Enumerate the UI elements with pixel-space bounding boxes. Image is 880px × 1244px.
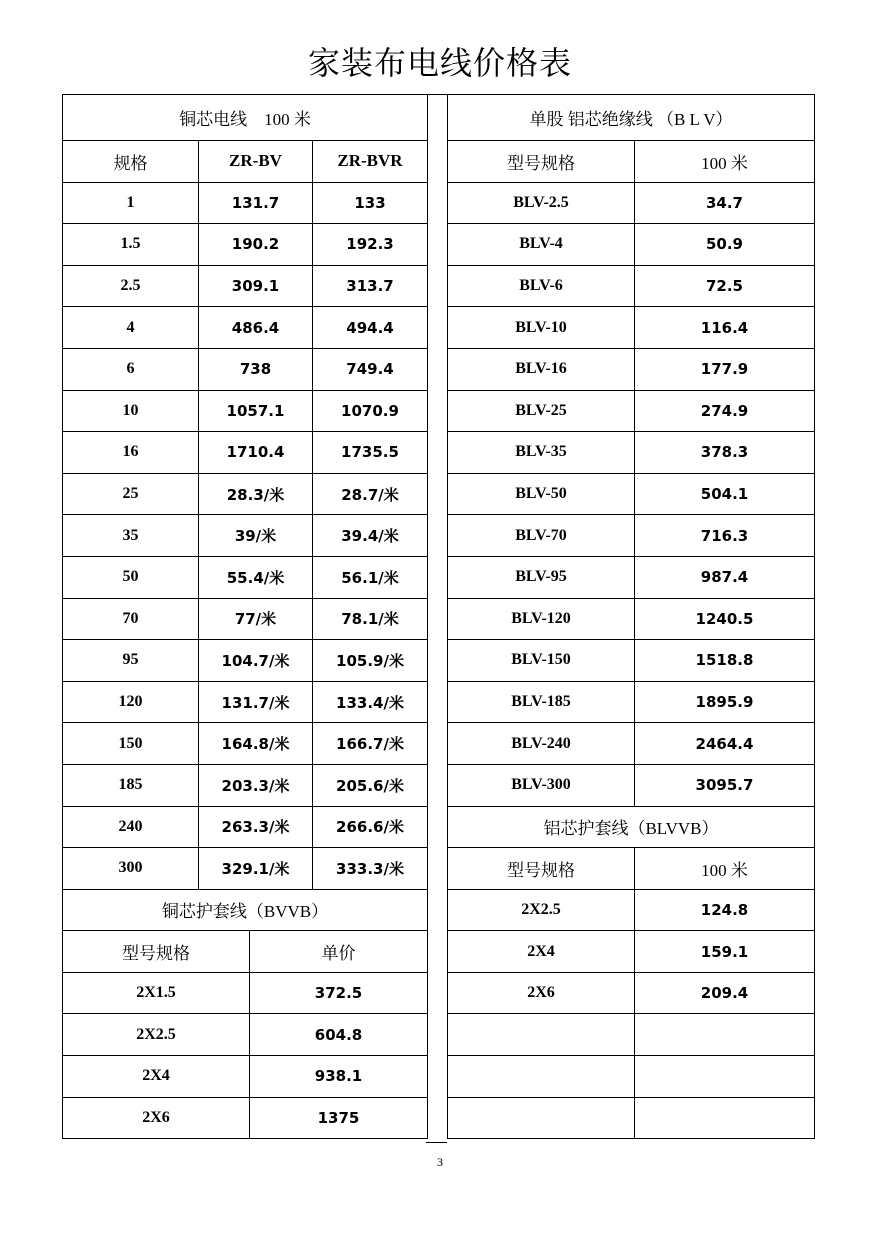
bv-price-cell: 77/米 (199, 598, 313, 640)
model-cell: BLV-300 (448, 764, 635, 806)
copper-wire-title: 铜芯电线 100 米 (63, 95, 428, 141)
spec-cell: 300 (63, 848, 199, 890)
model-cell: BLV-240 (448, 723, 635, 765)
bvr-price-cell: 333.3/米 (313, 848, 428, 890)
aluminum-sheathed-title-row (448, 806, 815, 848)
price-cell: 72.5 (635, 265, 815, 307)
bv-price-cell: 1710.4 (199, 432, 313, 474)
spec-cell: 1 (63, 182, 199, 224)
bvr-price-cell: 105.9/米 (313, 640, 428, 682)
spec-cell: 70 (63, 598, 199, 640)
copper-sheathed-title-row (63, 889, 428, 931)
table-row (63, 1014, 428, 1056)
bvr-price-cell: 494.4 (313, 307, 428, 349)
spec-cell: 95 (63, 640, 199, 682)
table-row (448, 224, 815, 266)
bv-price-cell: 203.3/米 (199, 764, 313, 806)
table-row (448, 307, 815, 349)
bv-price-cell: 309.1 (199, 265, 313, 307)
price-cell: 177.9 (635, 348, 815, 390)
bv-price-cell: 131.7 (199, 182, 313, 224)
table-row (63, 598, 428, 640)
price-cell: 604.8 (250, 1014, 428, 1056)
table-row (448, 681, 815, 723)
bv-price-cell: 104.7/米 (199, 640, 313, 682)
spec-cell: 120 (63, 681, 199, 723)
table-row (448, 1014, 815, 1056)
bv-price-cell: 131.7/米 (199, 681, 313, 723)
bvr-price-cell: 313.7 (313, 265, 428, 307)
bvr-price-cell: 133 (313, 182, 428, 224)
model-cell: 2X1.5 (63, 972, 250, 1014)
model-cell (448, 1097, 635, 1139)
copper-wire-header-row (63, 141, 428, 183)
spec-cell: 240 (63, 806, 199, 848)
price-cell (635, 1056, 815, 1098)
bvr-price-cell: 78.1/米 (313, 598, 428, 640)
table-row (448, 182, 815, 224)
table-divider (426, 94, 447, 1143)
model-cell: BLV-6 (448, 265, 635, 307)
bv-price-cell: 486.4 (199, 307, 313, 349)
bvr-price-cell: 749.4 (313, 348, 428, 390)
model-cell: BLV-25 (448, 390, 635, 432)
header-model: 型号规格 (448, 848, 635, 890)
table-row (63, 432, 428, 474)
price-cell: 50.9 (635, 224, 815, 266)
spec-cell: 6 (63, 348, 199, 390)
price-cell: 1895.9 (635, 681, 815, 723)
spec-cell: 185 (63, 764, 199, 806)
table-row (63, 265, 428, 307)
right-price-table (447, 94, 815, 1139)
price-cell: 1518.8 (635, 640, 815, 682)
model-cell: 2X2.5 (63, 1014, 250, 1056)
price-cell: 2464.4 (635, 723, 815, 765)
price-cell: 987.4 (635, 556, 815, 598)
spec-cell: 150 (63, 723, 199, 765)
price-cell: 116.4 (635, 307, 815, 349)
bv-price-cell: 329.1/米 (199, 848, 313, 890)
table-row (63, 307, 428, 349)
table-row (63, 224, 428, 266)
bvr-price-cell: 1735.5 (313, 432, 428, 474)
bvr-price-cell: 39.4/米 (313, 515, 428, 557)
model-cell: BLV-4 (448, 224, 635, 266)
bv-price-cell: 190.2 (199, 224, 313, 266)
left-price-table (62, 94, 428, 1139)
header-spec: 规格 (63, 141, 199, 183)
header-zr-bvr: ZR-BVR (313, 141, 428, 183)
price-cell: 34.7 (635, 182, 815, 224)
model-cell: 2X4 (63, 1056, 250, 1098)
price-cell: 1240.5 (635, 598, 815, 640)
bv-price-cell: 263.3/米 (199, 806, 313, 848)
copper-sheathed-header-row (63, 931, 428, 973)
table-row (63, 640, 428, 682)
spec-cell: 2.5 (63, 265, 199, 307)
table-row (448, 432, 815, 474)
table-row (63, 348, 428, 390)
table-row (448, 390, 815, 432)
table-row (63, 1056, 428, 1098)
model-cell: BLV-16 (448, 348, 635, 390)
table-row (63, 390, 428, 432)
price-cell: 1375 (250, 1097, 428, 1139)
aluminum-sheathed-title: 铝芯护套线（BLVVB） (448, 806, 815, 848)
bv-price-cell: 55.4/米 (199, 556, 313, 598)
header-zr-bv: ZR-BV (199, 141, 313, 183)
table-row (448, 972, 815, 1014)
table-row (448, 556, 815, 598)
model-cell: 2X4 (448, 931, 635, 973)
model-cell: BLV-10 (448, 307, 635, 349)
header-100m: 100 米 (635, 141, 815, 183)
bv-price-cell: 738 (199, 348, 313, 390)
bv-price-cell: 39/米 (199, 515, 313, 557)
copper-sheathed-title: 铜芯护套线（BVVB） (63, 889, 428, 931)
table-row (63, 1097, 428, 1139)
bvr-price-cell: 205.6/米 (313, 764, 428, 806)
bvr-price-cell: 28.7/米 (313, 473, 428, 515)
bvr-price-cell: 192.3 (313, 224, 428, 266)
spec-cell: 25 (63, 473, 199, 515)
model-cell: BLV-120 (448, 598, 635, 640)
table-row (63, 473, 428, 515)
price-cell: 3095.7 (635, 764, 815, 806)
table-row (63, 848, 428, 890)
header-model: 型号规格 (63, 931, 250, 973)
header-model: 型号规格 (448, 141, 635, 183)
spec-cell: 50 (63, 556, 199, 598)
table-row (63, 556, 428, 598)
header-100m: 100 米 (635, 848, 815, 890)
bv-price-cell: 164.8/米 (199, 723, 313, 765)
table-row (448, 640, 815, 682)
spec-cell: 4 (63, 307, 199, 349)
table-row (63, 723, 428, 765)
bv-price-cell: 28.3/米 (199, 473, 313, 515)
bvr-price-cell: 133.4/米 (313, 681, 428, 723)
price-cell: 378.3 (635, 432, 815, 474)
table-row (448, 473, 815, 515)
bvr-price-cell: 266.6/米 (313, 806, 428, 848)
model-cell: 2X6 (448, 972, 635, 1014)
header-unit-price: 单价 (250, 931, 428, 973)
table-row (63, 972, 428, 1014)
price-cell: 159.1 (635, 931, 815, 973)
model-cell: BLV-2.5 (448, 182, 635, 224)
table-row (448, 515, 815, 557)
price-cell: 372.5 (250, 972, 428, 1014)
model-cell: BLV-35 (448, 432, 635, 474)
price-cell: 124.8 (635, 889, 815, 931)
aluminum-wire-header-row (448, 141, 815, 183)
spec-cell: 10 (63, 390, 199, 432)
copper-wire-title-row (63, 95, 428, 141)
bvr-price-cell: 56.1/米 (313, 556, 428, 598)
table-row (448, 931, 815, 973)
model-cell: BLV-150 (448, 640, 635, 682)
model-cell: 2X2.5 (448, 889, 635, 931)
table-row (63, 806, 428, 848)
model-cell: BLV-95 (448, 556, 635, 598)
spec-cell: 1.5 (63, 224, 199, 266)
page-title: 家装布电线价格表 (307, 45, 572, 81)
aluminum-wire-title-row (448, 95, 815, 141)
model-cell (448, 1014, 635, 1056)
model-cell (448, 1056, 635, 1098)
model-cell: BLV-50 (448, 473, 635, 515)
table-row (448, 889, 815, 931)
model-cell: BLV-185 (448, 681, 635, 723)
model-cell: BLV-70 (448, 515, 635, 557)
price-cell: 938.1 (250, 1056, 428, 1098)
bvr-price-cell: 166.7/米 (313, 723, 428, 765)
table-row (448, 764, 815, 806)
aluminum-sheathed-header-row (448, 848, 815, 890)
bvr-price-cell: 1070.9 (313, 390, 428, 432)
aluminum-wire-title: 单股 铝芯绝缘线 （B L V） (448, 95, 815, 141)
table-row (63, 681, 428, 723)
table-row (63, 764, 428, 806)
price-cell: 716.3 (635, 515, 815, 557)
spec-cell: 16 (63, 432, 199, 474)
model-cell: 2X6 (63, 1097, 250, 1139)
table-row (448, 1097, 815, 1139)
price-cell: 274.9 (635, 390, 815, 432)
table-row (448, 348, 815, 390)
page-number: 3 (437, 1155, 443, 1169)
table-row (448, 723, 815, 765)
table-row (448, 598, 815, 640)
bv-price-cell: 1057.1 (199, 390, 313, 432)
table-row (63, 182, 428, 224)
table-row (63, 515, 428, 557)
price-cell (635, 1014, 815, 1056)
spec-cell: 35 (63, 515, 199, 557)
table-row (448, 1056, 815, 1098)
price-cell: 209.4 (635, 972, 815, 1014)
price-cell: 504.1 (635, 473, 815, 515)
table-row (448, 265, 815, 307)
price-cell (635, 1097, 815, 1139)
